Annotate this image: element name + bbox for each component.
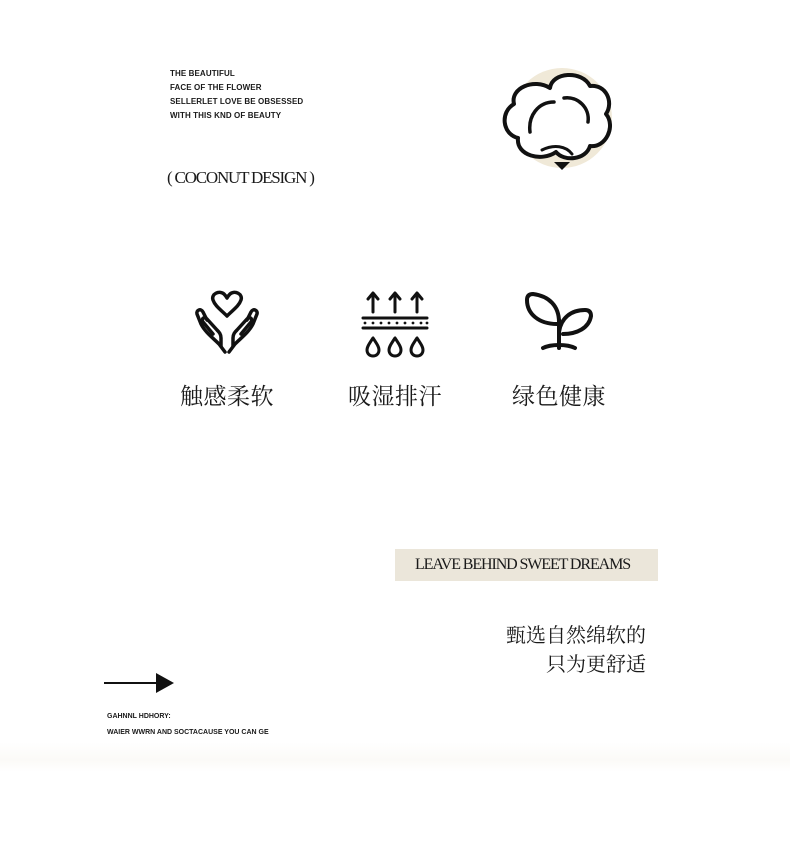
intro-line: WITH THIS KND OF BEAUTY <box>170 111 282 120</box>
design-label: ( COCONUT DESIGN ) <box>167 168 314 187</box>
feature-label: 触感柔软 <box>180 383 274 409</box>
feature-moisture-wicking <box>330 288 460 411</box>
arrow-right-icon <box>104 670 176 696</box>
intro-line: THE BEAUTIFUL <box>170 69 235 78</box>
feature-label: 绿色健康 <box>512 383 606 409</box>
sprout-icon <box>523 288 595 358</box>
slogan-text: LEAVE BEHIND SWEET DREAMS <box>415 556 631 573</box>
tagline-line: 只为更舒适 <box>546 654 646 676</box>
moisture-wicking-icon <box>359 288 431 358</box>
intro-line: FACE OF THE FLOWER <box>170 83 262 92</box>
footer-line: GAHNNL HDHORY: <box>107 713 171 720</box>
slogan-banner <box>395 549 658 581</box>
hands-heart-icon <box>191 288 263 358</box>
cotton-flower-icon <box>494 68 618 172</box>
feature-soft-touch <box>162 288 292 411</box>
tagline-block <box>506 622 646 680</box>
tagline-line: 甄选自然绵软的 <box>506 625 646 647</box>
footer-line: WAIER WWRN AND SOCTACAUSE YOU CAN GE <box>107 729 269 736</box>
feature-green-health <box>494 288 624 411</box>
intro-text-block <box>170 67 303 123</box>
feature-label: 吸湿排汗 <box>348 383 442 409</box>
intro-line: SELLERLET LOVE BE OBSESSED <box>170 97 304 106</box>
section-divider <box>0 742 790 772</box>
footer-text-block <box>107 709 269 741</box>
